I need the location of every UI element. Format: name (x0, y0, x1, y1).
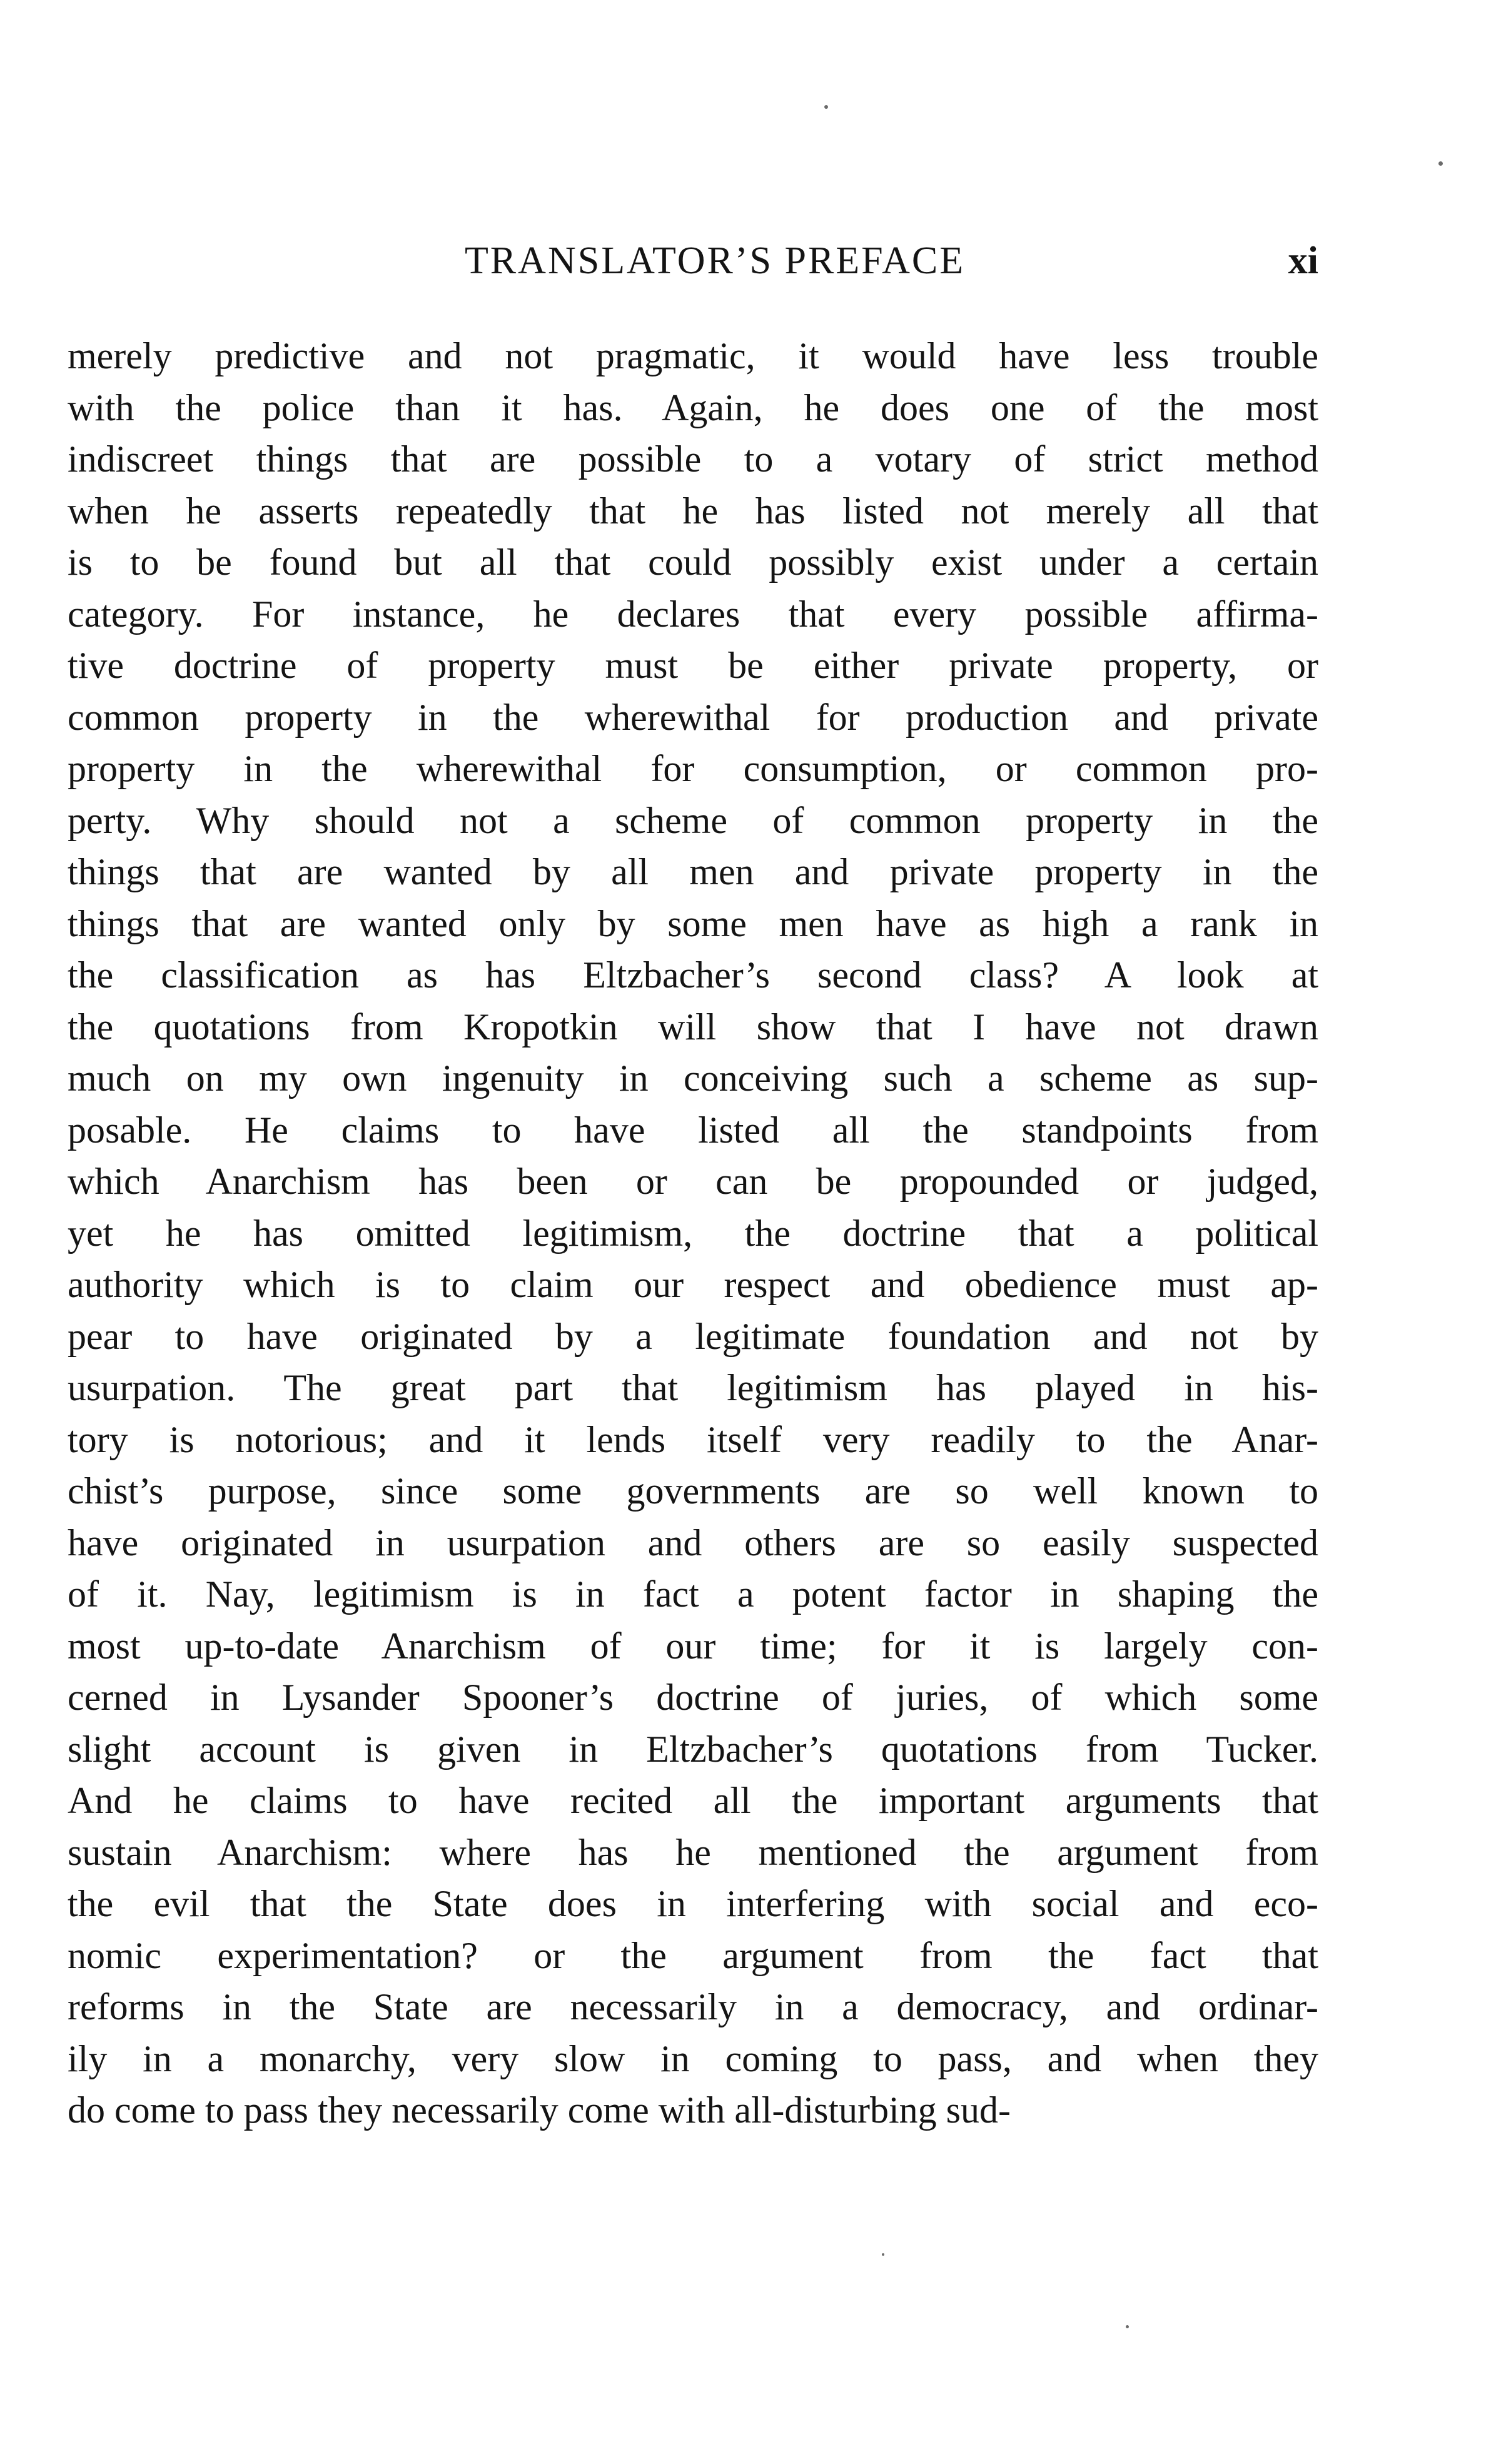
page-number: xi (1288, 240, 1318, 282)
text-line: reforms in the State are necessarily in a democracy, and ordinar- (68, 1986, 1318, 2027)
text-line: common property in the wherewithal for production and private (68, 696, 1318, 738)
text-line: usurpation. The great part that legitimism has played in his- (68, 1367, 1318, 1408)
text-line: perty. Why should not a scheme of common property in the (68, 799, 1318, 841)
scan-speck (1438, 161, 1443, 166)
text-line: with the police than it has. Again, he does one of the most (68, 386, 1318, 428)
text-line: the classification as has Eltzbacher’s second class? A look at (68, 954, 1318, 996)
text-line: much on my own ingenuity in conceiving such a scheme as sup- (68, 1058, 1318, 1099)
text-line: things that are wanted by all men and private property in the (68, 851, 1318, 892)
scan-speck (824, 105, 828, 109)
text-line: which Anarchism has been or can be propounded or judged, (68, 1161, 1318, 1202)
scan-speck (1126, 2325, 1129, 2328)
text-line: things that are wanted only by some men have as high a rank in (68, 902, 1318, 944)
text-line: sustain Anarchism: where has he mentioned the argument from (68, 1831, 1318, 1873)
text-line: pear to have originated by a legitimate foundation and not by (68, 1315, 1318, 1357)
text-line: tory is notorious; and it lends itself very readily to the Anar- (68, 1418, 1318, 1460)
text-line: have originated in usurpation and others are so easily suspected (68, 1522, 1318, 1563)
text-line: ily in a monarchy, very slow in coming to pass, and when they (68, 2037, 1318, 2079)
text-line: nomic experimentation? or the argument from the fact that (68, 1934, 1318, 1976)
text-line: of it. Nay, legitimism is in fact a potent factor in shaping the (68, 1573, 1318, 1615)
text-line: authority which is to claim our respect and obedience must ap- (68, 1264, 1318, 1305)
scan-speck (882, 2253, 884, 2256)
text-line: And he claims to have recited all the important arguments that (68, 1780, 1318, 1821)
text-line: merely predictive and not pragmatic, it would have less trouble (68, 335, 1318, 376)
running-title: TRANSLATOR’S PREFACE (464, 240, 966, 282)
text-line: when he asserts repeatedly that he has listed not merely all that (68, 490, 1318, 532)
text-line: indiscreet things that are possible to a votary of strict method (68, 438, 1318, 480)
text-line: posable. He claims to have listed all the standpoints from (68, 1109, 1318, 1151)
text-line: category. For instance, he declares that every possible affirma- (68, 593, 1318, 635)
text-line: chist’s purpose, since some governments are so well known to (68, 1470, 1318, 1512)
text-line: is to be found but all that could possibly exist under a certain (68, 542, 1318, 583)
text-line: do come to pass they necessarily come with all-disturbing sud- (68, 2089, 1011, 2131)
body-text (68, 330, 1318, 2136)
text-line: yet he has omitted legitimism, the doctrine that a political (68, 1212, 1318, 1254)
text-line: tive doctrine of property must be either private property, or (68, 645, 1318, 686)
text-line: the evil that the State does in interfering with social and eco- (68, 1883, 1318, 1924)
text-line: slight account is given in Eltzbacher’s quotations from Tucker. (68, 1728, 1318, 1770)
running-head (68, 233, 1318, 289)
text-line: the quotations from Kropotkin will show that I have not drawn (68, 1006, 1318, 1048)
text-line: most up-to-date Anarchism of our time; for it is largely con- (68, 1625, 1318, 1667)
text-line: property in the wherewithal for consumption, or common pro- (68, 748, 1318, 789)
text-line: cerned in Lysander Spooner’s doctrine of juries, of which some (68, 1677, 1318, 1718)
